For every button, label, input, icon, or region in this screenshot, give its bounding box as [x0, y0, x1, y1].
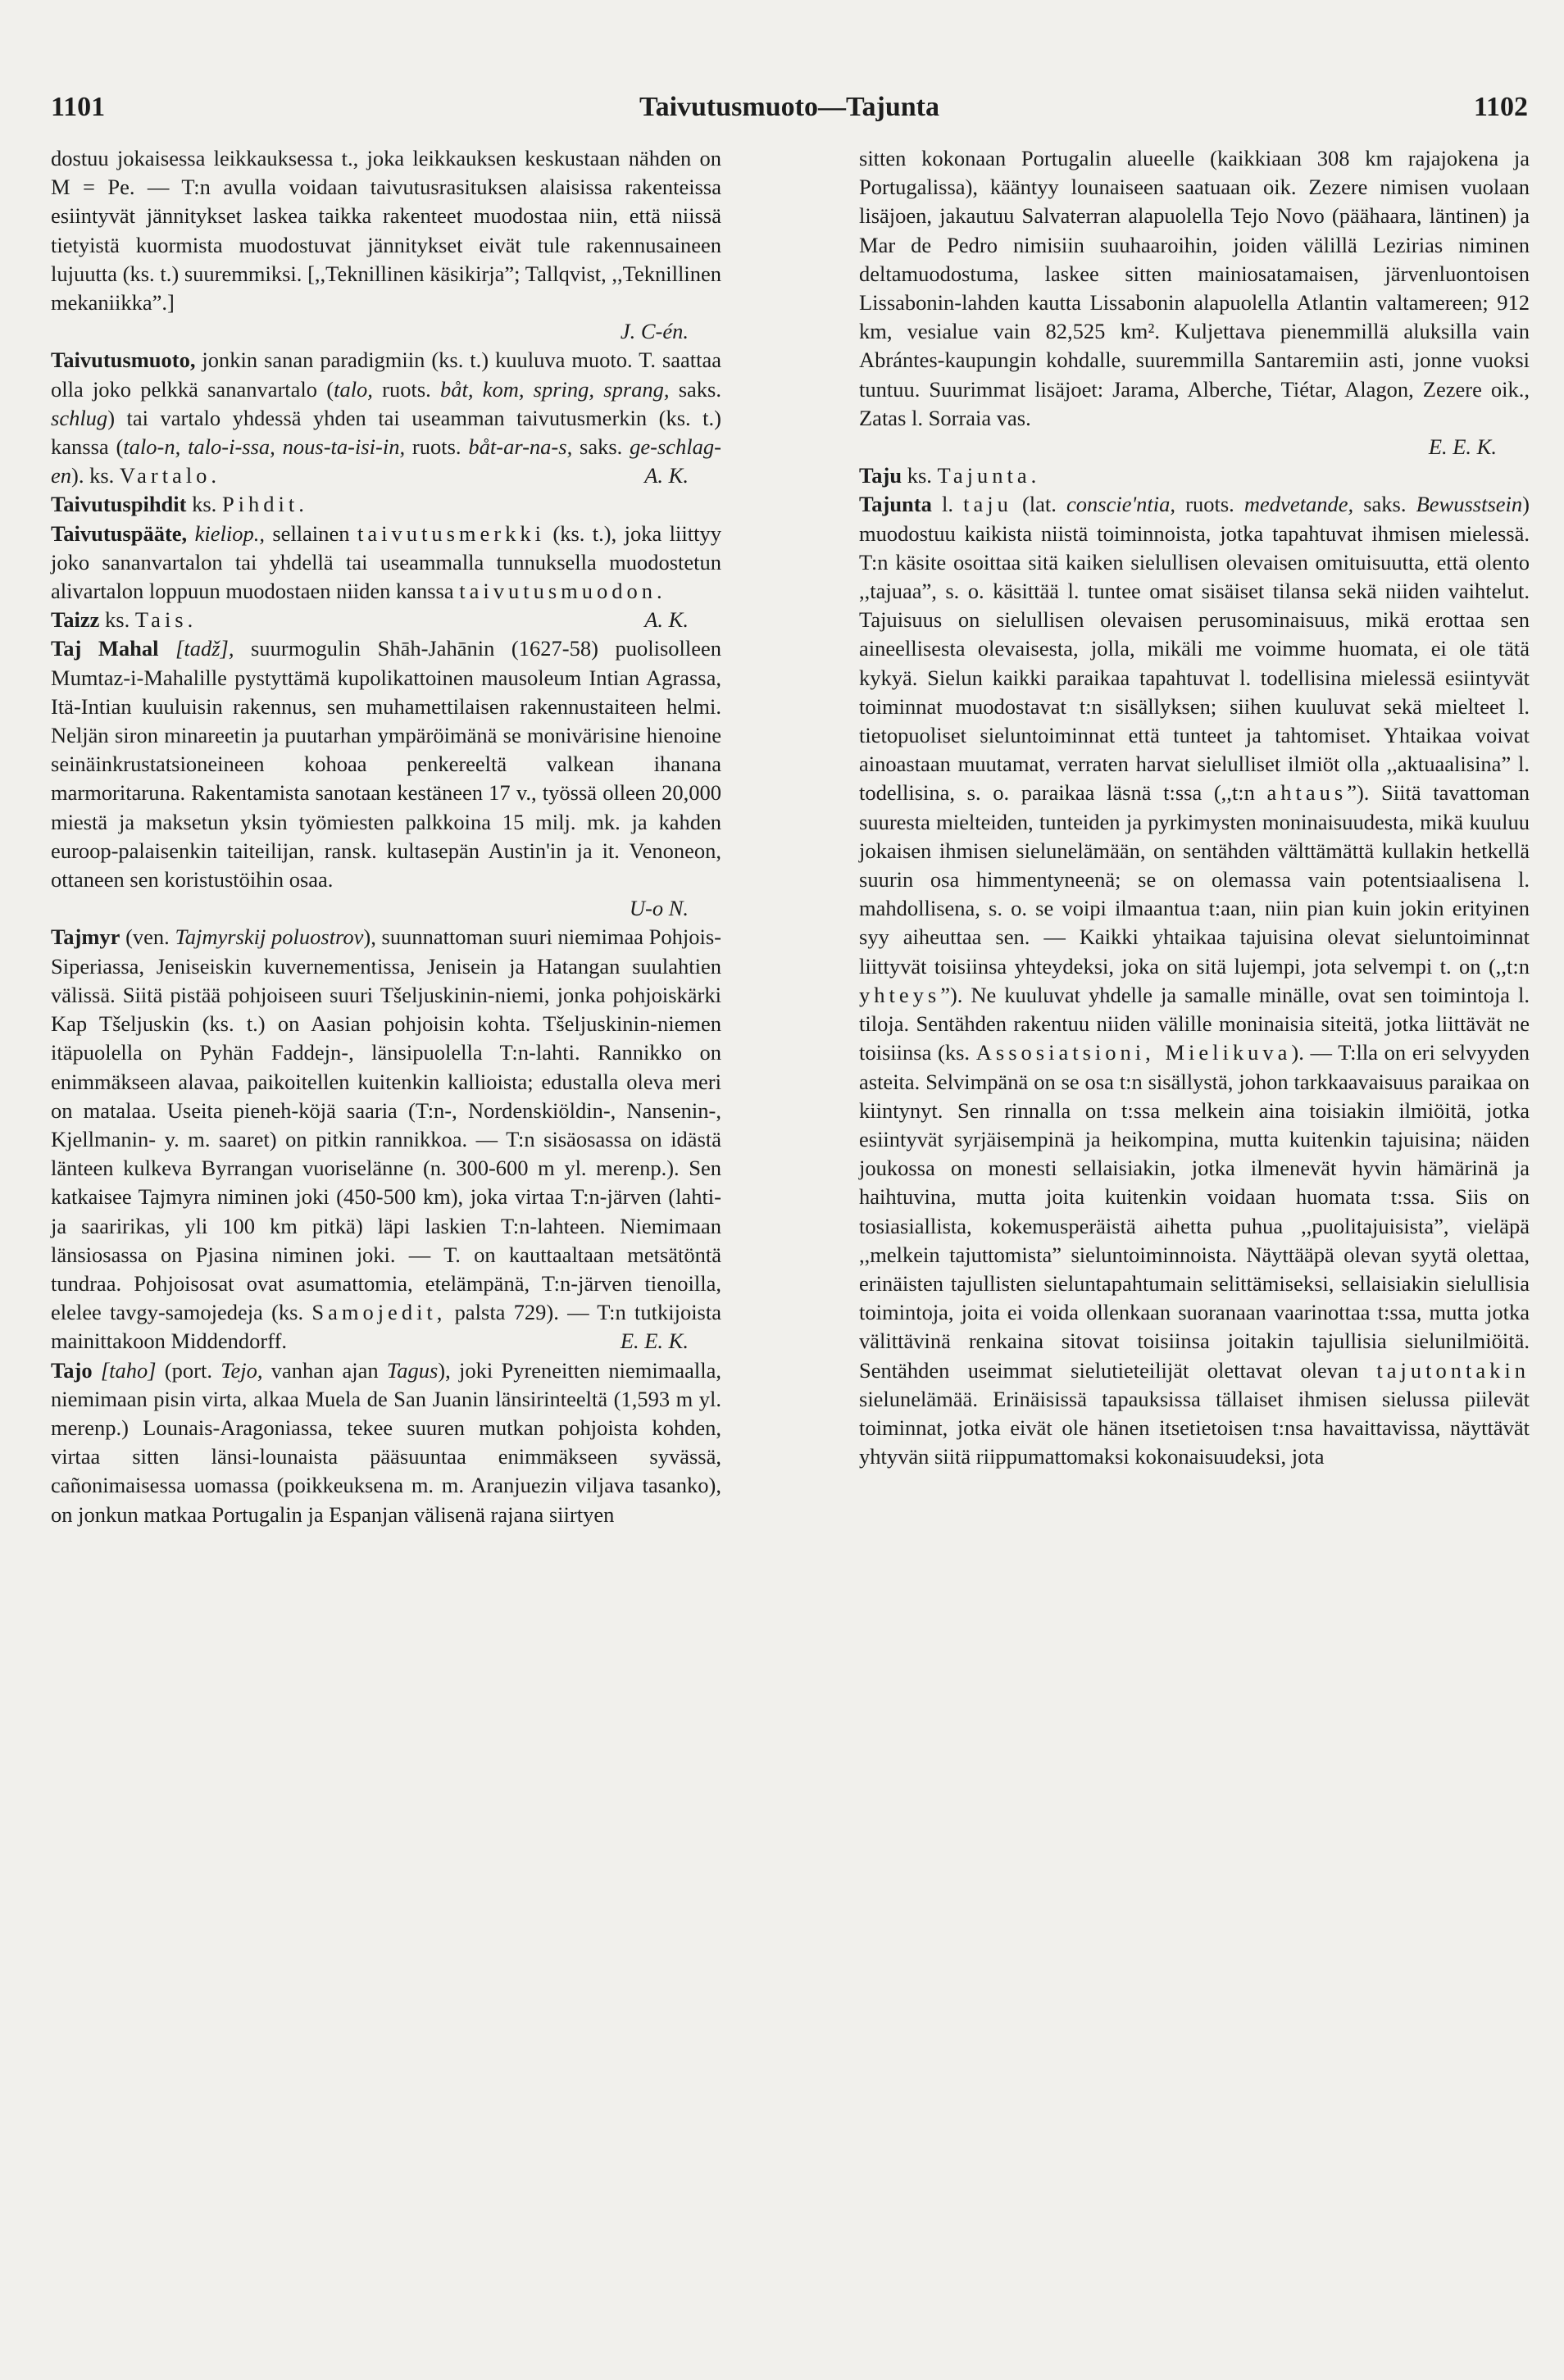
- entry-text: vanhan ajan: [262, 1357, 387, 1383]
- foreign-name: Tejo,: [221, 1357, 263, 1383]
- foreign-name: medvetande,: [1243, 492, 1354, 517]
- entry-text: jonkin sanan paradigmiin (ks. t.) kuuluva muoto. T. saattaa olla joko pelkkä sananvartalo (: [51, 347, 721, 402]
- entry-text: dostuu jokaisessa leikkauksessa t., joka leikkauksen keskustaan nähden on M = Pe. — T:n avulla voidaan taivutusrasituksen alaisissa rakenteissa esiintyvät jännitykset laskea taikka rakenteet muodostaa niin, että niissä tietyistä kuormista muodostuvat jännitykset eivät tule rakennusaineen lujuutta (ks. t.) suuremmiksi. [,,Teknillinen käsikirja”; Tallqvist, ,,Teknillinen mekaniikka”.]: [51, 146, 721, 316]
- entry-text: ks.: [186, 492, 222, 517]
- cross-reference: Vartalo.: [119, 463, 221, 488]
- entry-tajo-continued: [859, 144, 1530, 461]
- entry-tajmyr: [51, 923, 721, 1356]
- entry-text: (port.: [156, 1357, 221, 1383]
- entry-text: ). ks.: [71, 463, 120, 488]
- entry-text: ruots.: [1175, 492, 1244, 517]
- headword: Taivutuspihdit: [51, 492, 187, 517]
- headword: Taju: [859, 463, 902, 488]
- example-word: ge-schlag-en: [51, 434, 721, 488]
- right-column: [859, 144, 1530, 1471]
- field-label: kieliop.,: [187, 520, 265, 546]
- entry-text: suurmogulin Shāh-Jahānin (1627-58) puolisolleen Mumtaz-i-Mahalille pystyttämä kupolikattoinen mausoleum Intian Agrassa, Itä-Intian kuuluisin rakennus, sen muhamettilaisen rakennustaiteen helmi. Neljän siron minareetin ja puutarhan ympäröimänä se monivärisine hienoine seinäinkrustatsioneineen kohoaa penkereeltä valkean ihanana marmoritaruna. Rakentamista sanotaan kestäneen 17 v., työssä olleen 20,000 miestä ja maksetun yksin työmiesten palkkoina 15 milj. mk. ja kahden euroop-palaisenkin taiteilijan, ransk. kultasepän Austin'in ja it. Venoneon, ottaneen sen koristustöihin osaa.: [51, 636, 721, 892]
- entry-text: sielunelämää. Erinäisissä tapauksissa tällaiset ihmisen sielussa piilevät toiminnat, jotka eivät ole hänen itsetietoisen t:nsa havaittavissa, näyttävät yhtyvän siitä riippumattomaksi kokonaisuudeksi, jota: [859, 1386, 1530, 1469]
- foreign-name: Bewusstsein: [1416, 492, 1523, 517]
- cross-reference: Pihdit.: [221, 492, 308, 517]
- author-signature: A. K.: [644, 607, 689, 633]
- cross-reference: Samojedit,: [311, 1300, 447, 1325]
- entry-text: (ven.: [120, 924, 175, 950]
- entry-text: sitten kokonaan Portugalin alueelle (kaikkiaan 308 km rajajokena ja Portugalissa), kääntyy lounaiseen saatuaan oik. Zezere nimisen vuolaan lisäjoen, jakautuu Salvaterran alapuolella Tejo Novo (päähaara, läntinen) ja Mar de Pedro nimisiin suuhaaroihin, joiden välillä Lezirias niminen deltamuodostuma, laskee sitten mainiosatamaisen, järvenluontoisen Lissabonin-lahden kautta Lissabonin alapuolella Atlantin valtamereen; 912 km, vesialue vain 82,525 km². Kuljettava pienemmillä aluksilla vain Abrántes-kaupungin kohdalle, suuremmilla Santaremiin asti, jonne vuoksi tuntuu. Suurimmat lisäjoet: Jarama, Alberche, Tiétar, Alagon, Zezere oik., Zatas l. Sorraia vas.: [859, 146, 1530, 430]
- cross-reference: Assosiatsioni, Mielikuva: [975, 1040, 1292, 1065]
- foreign-name: Tajmyrskij poluostrov: [175, 924, 364, 950]
- cross-reference: Tais.: [134, 607, 198, 633]
- entry-text: ”). Ne kuuluvat yhdelle ja samalle minälle, ovat sen toimintoja l. tiloja. Sentähden rakentuu niiden välille moninaisia siteitä, jotka liittävät ne toisiinsa (ks.: [859, 982, 1530, 1065]
- running-title: Taivutusmuoto—Tajunta: [639, 92, 939, 122]
- entry-text: ks.: [902, 463, 938, 488]
- example-word: båt-ar-na-s,: [468, 434, 573, 460]
- headword: Tajmyr: [51, 924, 120, 950]
- entry-tajo: [51, 1356, 721, 1529]
- page-number-right: 1102: [1473, 92, 1528, 122]
- author-signature: E. E. K.: [1428, 434, 1497, 460]
- spaced-term: tajutontakin: [1376, 1357, 1530, 1383]
- entry-tajunta: [859, 490, 1530, 1471]
- author-signature: U-o N.: [629, 896, 689, 921]
- spaced-term: taju: [963, 492, 1012, 517]
- entry-taizz: [51, 606, 721, 634]
- example-word: schlug: [51, 405, 108, 430]
- entry-text: ks.: [99, 607, 135, 633]
- entry-taj-mahal: [51, 634, 721, 923]
- foreign-name: Tagus: [386, 1357, 439, 1383]
- headword: Taizz: [51, 607, 100, 633]
- entry-text: ) tai vartalo yhdessä yhden tai useamman taivutusmerkin (ks. t.) kanssa (: [51, 405, 721, 460]
- headword: Tajo: [51, 1357, 93, 1383]
- entry-text: ruots.: [405, 434, 469, 460]
- entry-text: ) muodostuu kaikista niistä toiminnoista, jotka tapahtuvat ihmisen mielessä. T:n käsite osoittaa sitä kaiken sielullisen olevaisen omituisuutta, että olento ,,tajuaa”, s. o. käsittää l. tuntee omat sisäiset tilansa sekä niiden vaihtelut. Tajuisuus on sielullisen olevaisen perusominaisuus, mikä erottaa sen aineellisesta olevaisesta, jolla, mikäli me voimme huomata, ei ole tätä kykyä. Sielun kaikki paraikaa tapahtuvat l. todellisina mielessä esiintyvät toiminnat muodostavat t:n sisällyksen; siihen kuuluvat sekä mielteet l. tietopuoliset sieluntoiminnat että tunteet ja tahtomiset. Yhtaikaa voivat ainoastaan muutamat, verraten harvat sielulliset ilmiöt olla ,,aktuaalisina” l. todellisina, s. o. paraikaa läsnä t:ssa (,,t:n: [859, 492, 1530, 806]
- entry-text: (lat.: [1012, 492, 1067, 517]
- entry-text: saks.: [1353, 492, 1416, 517]
- spaced-term: ahtaus: [1266, 780, 1348, 806]
- page-number-left: 1101: [51, 92, 106, 122]
- entry-text: saks.: [572, 434, 630, 460]
- entry-text: ”). Siitä tavattoman suuresta mielteiden, tunteiden ja pyrkimysten moninaisuudesta, mikä kuuluu jokaisen ihmisen sielunelämään, on sentähden välttämättä kullakin hetkellä suurin osa himmentyneenä; se on olemassa vain potentsiaalisena l. mahdollisena, s. o. se voipi ilmaantua t:aan, niin pian kuin jokin erityinen syy aiheuttaa sen. — Kaikki yhtaikaa tajuisina olevat sieluntoiminnat liittyvät toisiinsa yhteydeksi, joka on sitä lujempi, jota selvempi t. on (,,t:n: [859, 780, 1530, 979]
- entry-text: l.: [931, 492, 964, 517]
- spaced-term: taivutusmerkki: [357, 520, 545, 546]
- headword: Taj Mahal: [51, 636, 159, 661]
- entry-text: (ks. t.), joka liittyy joko sananvartalon tai yhdellä tai useammalla tunnuksella muodostetun alivartalon loppuun muodostaen niiden kanssa: [51, 520, 721, 604]
- entry-taju: [859, 461, 1530, 490]
- spaced-term: taivutusmuodon.: [459, 579, 666, 604]
- example-word: båt, kom, spring, sprang,: [440, 376, 670, 402]
- entry-taivutus-end: [51, 144, 721, 346]
- spaced-term: yhteys: [859, 982, 941, 1007]
- entry-text: saks.: [669, 376, 721, 402]
- author-signature: J. C-én.: [620, 319, 689, 344]
- example-word: talo-n, talo-i-ssa, nous-ta-isi-in,: [123, 434, 406, 460]
- example-word: talo,: [334, 376, 373, 402]
- entry-text: palsta 729). — T:n tutkijoista mainittakoon Middendorff.: [51, 1300, 721, 1354]
- author-signature: E. E. K.: [620, 1329, 689, 1354]
- headword: Tajunta: [859, 492, 932, 517]
- cross-reference: Tajunta.: [937, 463, 1041, 488]
- left-column: [51, 144, 721, 1529]
- entry-text: sellainen: [264, 520, 357, 546]
- headword: Taivutusmuoto,: [51, 347, 196, 373]
- entry-text: ), joki Pyreneitten niemimaalla, niemimaan pisin virta, alkaa Muela de San Juanin länsirinteeltä (1,593 m yl. merenp.) Lounais-Aragoniassa, tekee suuren mutkan pohjoista kohden, virtaa sitten länsi-lounaista pääsuuntaa enimmäkseen syvässä, cañonimaisessa uomassa (poikkeuksena m. m. Aranjuezin viljava tasanko), on jonkun matkaa Portugalin ja Espanjan välisenä rajana siirtyen: [51, 1357, 721, 1527]
- entry-text: ruots.: [372, 376, 440, 402]
- page-header: [51, 92, 1528, 133]
- pronunciation: [tadž],: [158, 636, 234, 661]
- entry-text: ), suunnattoman suuri niemimaa Pohjois-Siperiassa, Jeniseiskin kuvernementissa, Jenisein ja Hatangan suulahtien välissä. Siitä pistää pohjoiseen suuri Tšeljuskinin-niemi, jonka pohjoiskärki Kap Tšeljuskin (ks. t.) on Aasian pohjoisin kohta. Tšeljuskinin-niemen itäpuolella on Pyhän Faddejn-, länsipuolella T:n-lahti. Rannikko on enimmäkseen alavaa, paikoitellen kuitenkin kallioista; edustalla oleva meri on matalaa. Useita pieneh-köjä saaria (T:n-, Nordenskiöldin-, Nansenin-, Kjellmanin- y. m. saaret) on pitkin rannikkoa. — T:n sisäosassa on idästä länteen kulkeva Byrrangan vuoriselänne (n. 300-600 m yl. merenp.). Sen katkaisee Tajmyra niminen joki (450-500 km), joka virtaa T:n-järven (lahti- ja saaririkas, yli 100 km pitkä) läpi laskien T:n-lahteen. Niemimaan länsiosassa on Pjasina niminen joki. — T. on kauttaaltaan metsätöntä tundraa. Pohjoisosat ovat asumattomia, etelämpänä, T:n-järven tienoilla, elelee tavgy-samojedeja (ks.: [51, 924, 721, 1325]
- entry-taivutusmuoto: [51, 346, 721, 490]
- entry-taivutuspihdit: [51, 490, 721, 519]
- pronunciation: [taho]: [92, 1357, 157, 1383]
- author-signature: A. K.: [644, 463, 689, 488]
- entry-text: ). — T:lla on eri selvyyden asteita. Selvimpänä on se osa t:n sisällystä, johon tarkkaavaisuus paraikaa on kiintynyt. Sen rinnalla on t:ssa melkein aina toisiakin ilmiöitä, jotka esiintyvät syrjäisempinä ja heikompina, mutta kuitenkin tajuisina; näiden joukossa on monesti sellaisiakin, jotka ilmenevät hyvin hämärinä ja haihtuvina, mutta joita kuitenkin voidaan huomata t:ssa. Siis on tosiasiallista, kokemusperäistä aihetta puhua ,,puolitajuisista”, vieläpä ,,melkein tajuttomista” sieluntoiminnoista. Näyttääpä olevan syytä olettaa, erinäisten tajullisten sieluntapahtumain selittämiseksi, sellaisiakin sielullisia toimintoja, joita ei voida ollenkaan suoranaan vaarinottaa t:ssa, mutta jotka välittävinä renkaina sitovat toisiinsa joitakin tajullisia sielunilmiöitä. Sentähden useimmat sielutieteilijät olettavat olevan: [859, 1040, 1530, 1383]
- foreign-name: conscie'ntia,: [1066, 492, 1176, 517]
- headword: Taivutuspääte,: [51, 520, 188, 546]
